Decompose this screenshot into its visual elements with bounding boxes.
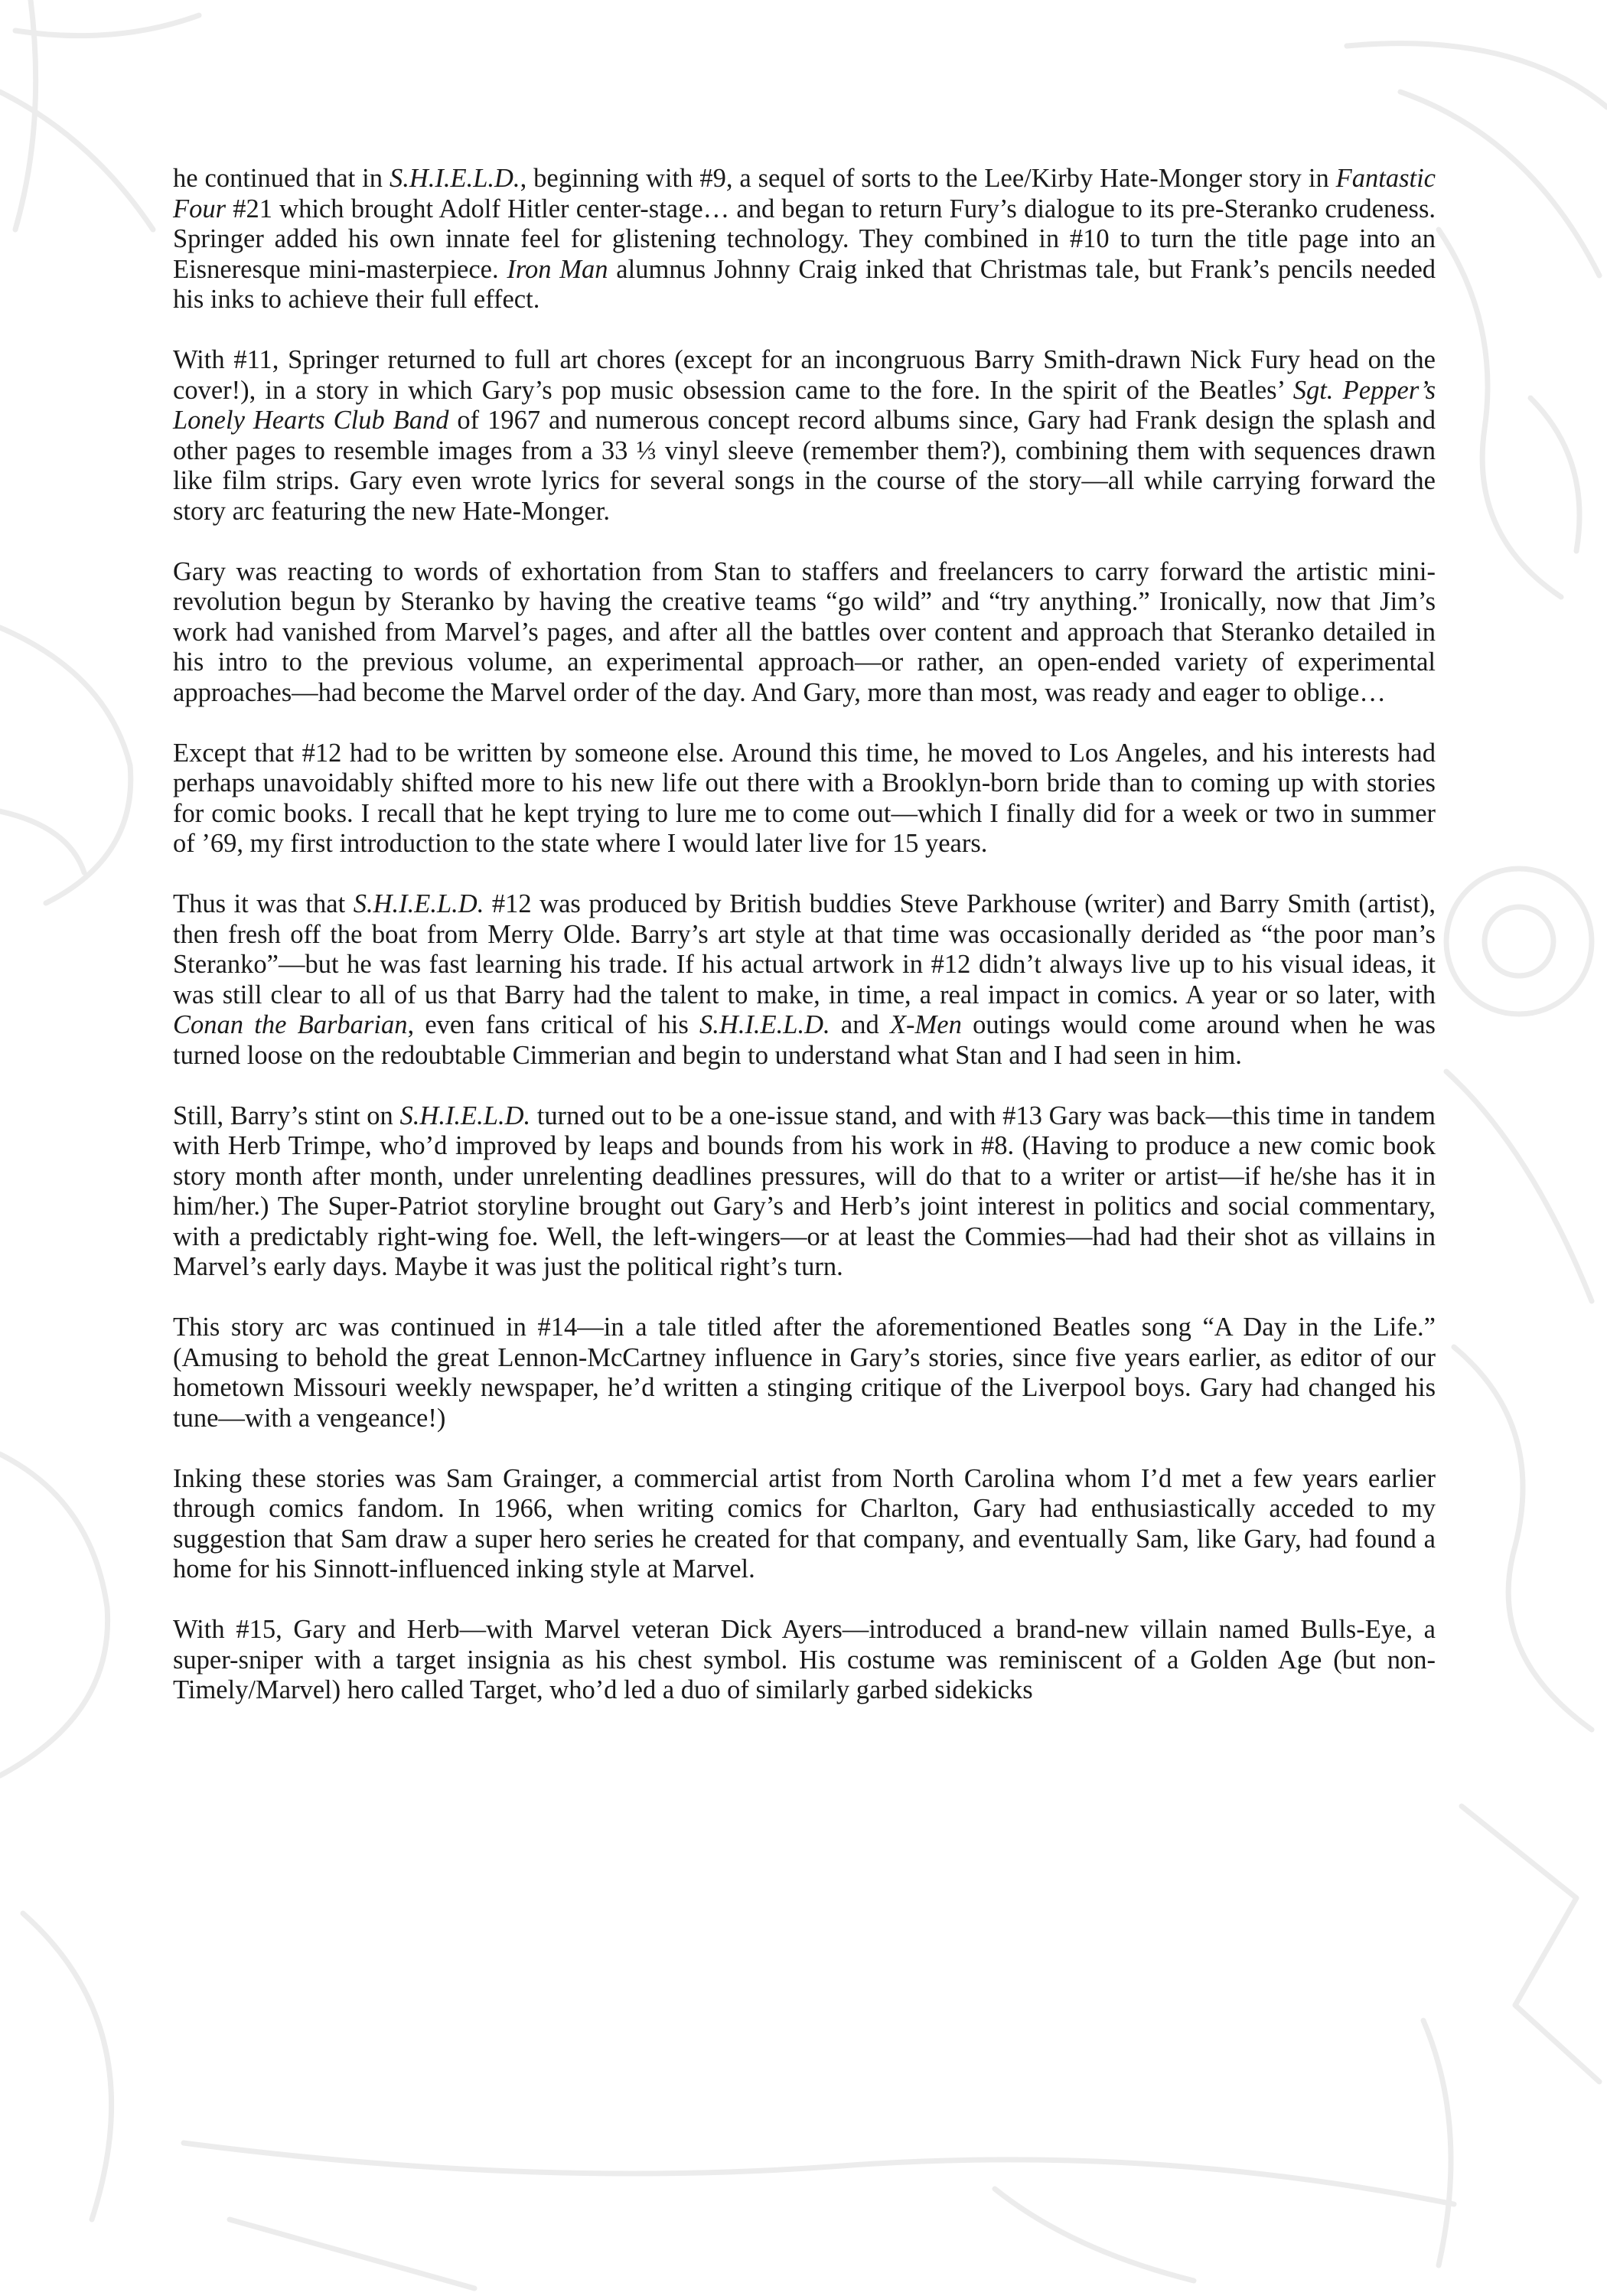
italic-title-text: Conan the Barbarian (173, 1010, 408, 1039)
body-text: turned out to be a one-issue stand, and with #13 Gary was back—this time in tandem with Herb Trimpe, who’d improved by leaps and bounds from his work in #8. (Having to produce a new comic book story month after month, under unrelenting deadlines pressures, will do that to a writer or artist—if he/she has it in him/her.) The Super-Patriot storyline brought out Gary’s and Herb’s joint interest in politics and social commentary, with a predictably right-wing foe. Well, the left-wingers—or at least the Commies—had had their shot as villains in Marvel’s early days. Maybe it was just the political right’s turn. (173, 1101, 1436, 1281)
body-text: With #11, Springer returned to full art chores (except for an incongruous Barry Smith-drawn Nick Fury head on the cover!), in a story in which Gary’s pop music obsession came to the fore. In the spirit of the Beatles’ (173, 345, 1436, 405)
body-text: Thus it was that (173, 889, 354, 918)
body-text: , even fans critical of his (407, 1010, 700, 1039)
body-text: Gary was reacting to words of exhortation from Stan to staffers and freelancers to carry forward the artistic mini-revolution begun by Steranko by having the creative teams “go wild” and “try anything.” Ironically, now that Jim’s work had vanished from Marvel’s pages, and after all the battles over content and approach that Steranko detailed in his intro to the previous volume, an experimental approach—or rather, an open-ended variety of experimental approaches—had become the Marvel order of the day. And Gary, more than most, was ready and eager to oblige… (173, 556, 1436, 707)
watermark-circle (1485, 907, 1553, 976)
paragraph (173, 557, 1436, 709)
italic-title-text: X-Men (889, 1010, 962, 1039)
body-text: he continued that in (173, 164, 390, 193)
watermark-arc (15, 15, 199, 36)
italic-title-text: S.H.I.E.L.D. (399, 1101, 531, 1130)
body-text: #12 was produced by British buddies Steve Parkhouse (writer) and Barry Smith (artist), then fresh off the boat from Merry Olde. Barry’s art style at that time was occasionally derided as “the poor man’s Steranko”—but he was fast learning his trade. If his actual artwork in #12 didn’t always live up to his visual ideas, it was still clear to all of us that Barry had the talent to make, in time, a real impact in comics. A year or so later, with (173, 889, 1436, 1009)
paragraph (173, 345, 1436, 527)
paragraph (173, 889, 1436, 1071)
italic-title-text: S.H.I.E.L.D. (699, 1010, 830, 1039)
paragraph (173, 739, 1436, 859)
watermark-panel-line (230, 2219, 474, 2288)
paragraph (173, 164, 1436, 315)
body-text: This story arc was continued in #14—in a tale titled after the aforementioned Beatles song “A Day in the Life.” (Amusing to behold the great Lennon-McCartney influence in Gary’s stories, since five years earlier, as editor of our hometown Missouri weekly newspaper, he’d written a stinging critique of the Liverpool boys. Gary had changed his tune—with a vengeance!) (173, 1313, 1436, 1433)
article-body (173, 164, 1436, 1736)
body-text: of 1967 and numerous concept record albums since, Gary had Frank design the splash and other pages to resemble images from a 33 ⅓ vinyl sleeve (remember them?), combining them with sequences drawn like film strips. Gary even wrote lyrics for several songs in the course of the story—all while carrying forward the story arc featuring the new Hate-Monger. (173, 406, 1436, 526)
body-text: Except that #12 had to be written by someone else. Around this time, he moved to Los Angeles, and his interests had perhaps unavoidably shifted more to his new life out there with a Brooklyn-born bride than to coming up with stories for comic books. I recall that he kept trying to lure me to come out—which I finally did for a week or two in summer of ’69, my first introduction to the state where I would later live for 15 years. (173, 738, 1436, 858)
body-text: outings would come around when he was turned loose on the redoubtable Cimmerian and begin to understand what Stan and I had seen in him. (173, 1010, 1436, 1070)
watermark-swoop (0, 811, 84, 872)
watermark-figure-outline (1423, 2020, 1451, 2265)
watermark-panel-line (995, 2189, 1194, 2281)
paragraph (173, 1464, 1436, 1585)
watermark-swoop (0, 1454, 108, 1776)
watermark-panel-line (184, 2143, 1454, 2204)
body-text: , beginning with #9, a sequel of sorts to the Lee/Kirby Hate-Monger story in (520, 164, 1336, 193)
watermark-figure-outline (1454, 1347, 1592, 1730)
body-text: alumnus Johnny Craig inked that Christmas tale, but Frank’s pencils needed his inks to achieve their full effect. (173, 254, 1436, 314)
paragraph (173, 1615, 1436, 1706)
body-text: and (830, 1010, 890, 1039)
italic-title-text: Sgt. Pepper’s Lonely Hearts Club Band (173, 375, 1436, 435)
italic-title-text: S.H.I.E.L.D. (353, 889, 484, 918)
watermark-circle (1446, 869, 1592, 1014)
italic-title-text: Iron Man (507, 254, 608, 284)
watermark-figure-outline (1446, 1071, 1592, 1301)
watermark-figure-outline (1462, 1806, 1599, 2082)
body-text: Inking these stories was Sam Grainger, a commercial artist from North Carolina whom I’d met a few years earlier through comics fandom. In 1966, when writing comics for Charlton, Gary had enthusiastically acceded to my suggestion that Sam draw a super hero series he created for that company, and eventually Sam, like Gary, had found a home for his Sinnott-influenced inking style at Marvel. (173, 1463, 1436, 1583)
watermark-swoop (23, 1913, 112, 2219)
italic-title-text: Fantastic Four (173, 164, 1436, 223)
watermark-figure-outline (1530, 398, 1579, 551)
watermark-figure-outline (1347, 44, 1607, 107)
paragraph (173, 1313, 1436, 1433)
body-text: With #15, Gary and Herb—with Marvel veteran Dick Ayers—introduced a brand-new villain named Bulls-Eye, a super-sniper with a target insignia as his chest symbol. His costume was reminiscent of a Golden Age (but non-Timely/Marvel) hero called Target, who’d led a duo of similarly garbed sidekicks (173, 1615, 1436, 1704)
italic-title-text: S.H.I.E.L.D. (389, 164, 520, 193)
body-text: Still, Barry’s stint on (173, 1101, 400, 1130)
body-text: #21 which brought Adolf Hitler center-stage… and began to return Fury’s dialogue to its pre-Steranko crudeness. Springer added his own innate feel for glistening technology. They combined in #10 to turn the title page into an Eisneresque mini-masterpiece. (173, 194, 1436, 284)
watermark-swoop (0, 628, 131, 903)
paragraph (173, 1101, 1436, 1283)
